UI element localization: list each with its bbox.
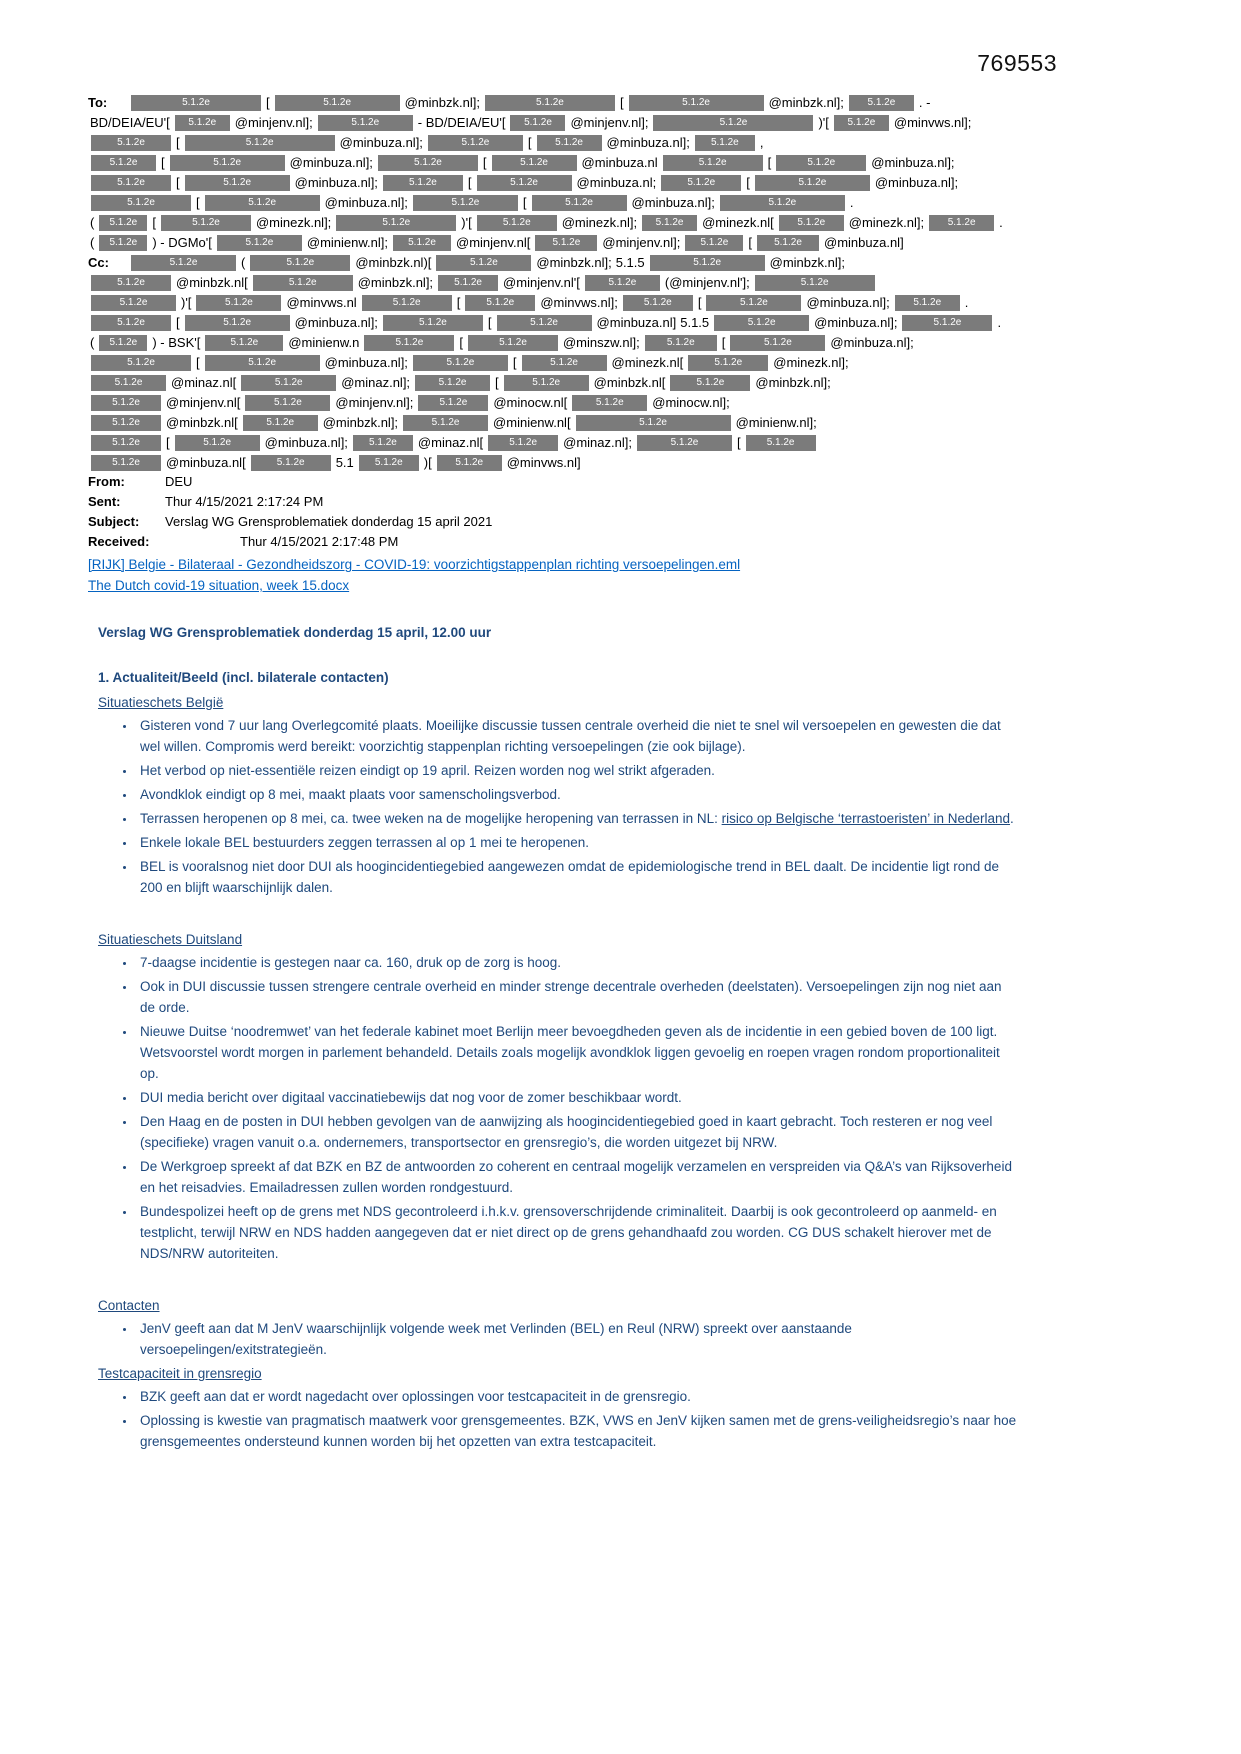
header-text: @minbzk.nl[ (593, 374, 666, 390)
redaction-block: 5.1.2e (418, 395, 488, 411)
section-subheading: Contacten (98, 1298, 160, 1313)
redaction-block: 5.1.2e (91, 375, 166, 391)
redaction-block: 5.1.2e (413, 195, 518, 211)
redaction-block: 5.1.2e (241, 375, 336, 391)
header-text: @minbzk.nl]; (536, 254, 612, 270)
body-title: Verslag WG Grensproblematiek donderdag 15 april, 12.00 uur (98, 625, 492, 640)
redaction-block: 5.1.2e (318, 115, 413, 131)
header-text: @minezk.nl]; (561, 214, 638, 230)
attachment-link-docx[interactable]: The Dutch covid-19 situation, week 15.docx (88, 578, 350, 593)
bullet-item: • Gisteren vond 7 uur lang Overlegcomité plaats. Moeilijke discussie tussen centrale overheid die niet te snel wil versoepelen en gewesten die dat wel willen. Compromis werd bereikt: voorzichtig stappenplan richting versoepelingen (zie ook bijlage). (136, 715, 1018, 757)
bullet-item: • De Werkgroep spreekt af dat BZK en BZ de antwoorden zo coherent en centraal mogelijk verzamelen en verspreiden via Q&A’s van Rijksoverheid en het reisadvies. Emailadressen zullen worden rondgestuurd. (136, 1156, 1018, 1198)
redaction-block: 5.1.2e (161, 215, 251, 231)
redaction-block: 5.1.2e (488, 435, 558, 451)
redaction-block: 5.1.2e (468, 335, 558, 351)
bullet-text: Terrassen heropenen op 8 mei, ca. twee weken na de mogelijke heropening van terrassen in NL: (140, 811, 722, 826)
header-text: @minbzk.nl]; (768, 94, 844, 110)
header-text: 5.1 (335, 454, 354, 470)
header-text: @minvws.nl (286, 294, 357, 310)
header-text: @minbzk.nl]; (769, 254, 845, 270)
header-text: @minbuza.nl]; (264, 434, 348, 450)
redaction-block: 5.1.2e (650, 255, 765, 271)
bullet-item: • Het verbod op niet-essentiële reizen eindigt op 19 april. Reizen worden nog wel strikt afgeraden. (136, 760, 1018, 781)
header-text: @minbuza.nl]; (631, 194, 715, 210)
header-text: [ (166, 434, 170, 450)
bullet-item: • 7-daagse incidentie is gestegen naar ca. 160, druk op de zorg is hoog. (136, 952, 1018, 973)
redaction-block: 5.1.2e (629, 95, 764, 111)
header-text: @minbuza.nl]; (324, 354, 408, 370)
header-text: @minbuza.nl]; (806, 294, 890, 310)
redaction-block: 5.1.2e (378, 155, 478, 171)
header-text: [ (619, 94, 624, 110)
header-text: - BD/DEIA/EU'[ (417, 114, 506, 130)
header-text: [ (152, 214, 156, 230)
header-text: ( (90, 334, 95, 350)
attachment-link-eml[interactable]: [RIJK] Belgie - Bilateraal - Gezondheidszorg - COVID-19: voorzichtigstappenplan richting versoepelingen.eml (88, 557, 741, 572)
header-text: @minbuza.nl]; (289, 154, 373, 170)
redaction-block: 5.1.2e (685, 235, 743, 251)
redaction-block: 5.1.2e (91, 295, 176, 311)
cc-field (88, 252, 1018, 472)
redaction-block: 5.1.2e (428, 135, 523, 151)
header-text: . (964, 294, 969, 310)
bullet-list (98, 1386, 1018, 1452)
inline-link[interactable]: risico op Belgische ‘terrastoeristen’ in Nederland (721, 811, 1011, 826)
redaction-block: 5.1.2e (403, 415, 488, 431)
bullet-list (98, 952, 1018, 1264)
bullet-item: • Avondklok eindigt op 8 mei, maakt plaats voor samenscholingsverbod. (136, 784, 1018, 805)
redaction-block: 5.1.2e (714, 315, 809, 331)
bullet-item: • Ook in DUI discussie tussen strengere centrale overheid en minder strenge decentrale overheden (deelstaten). Versoepelingen zijn nog niet aan de orde. (136, 976, 1018, 1018)
header-text: @minvws.nl] (506, 454, 581, 470)
header-text: @minezk.nl]; (773, 354, 849, 370)
redaction-block: 5.1.2e (510, 115, 565, 131)
bullet-text: . (1010, 811, 1014, 826)
header-text: ) - DGMo'[ (152, 234, 212, 250)
redaction-block: 5.1.2e (661, 175, 741, 191)
header-text: @minbzk.nl)[ (355, 254, 432, 270)
redaction-block: 5.1.2e (706, 295, 801, 311)
redaction-block: 5.1.2e (477, 175, 572, 191)
header-text: ( (90, 214, 95, 230)
header-field-label: To: (88, 94, 108, 110)
redaction-block: 5.1.2e (185, 315, 290, 331)
redaction-block: 5.1.2e (653, 115, 813, 131)
redaction-block: 5.1.2e (205, 335, 283, 351)
header-text: [ (495, 374, 499, 390)
redaction-block: 5.1.2e (217, 235, 302, 251)
header-text: @minocw.nl[ (493, 394, 568, 410)
header-line (88, 392, 1018, 412)
bullet-item: • DUI media bericht over digitaal vaccinatiebewijs dat nog voor de zomer beschikbaar wordt. (136, 1087, 1018, 1108)
email-header (88, 92, 1018, 596)
header-text: [ (196, 354, 200, 370)
header-text: [ (176, 134, 180, 150)
redaction-block: 5.1.2e (895, 295, 960, 311)
bullet-item: • Nieuwe Duitse ‘noodremwet’ van het federale kabinet moet Berlijn meer bevoegdheden geven als de incidentie in een gebied boven de 100 ligt. Wetsvoorstel wordt morgen in parlement behandeld. Details zoals mogelijk avondklok liggen gevoelig en roepen vragen rondom proportionaliteit op. (136, 1021, 1018, 1084)
redaction-block: 5.1.2e (362, 295, 452, 311)
header-text: @minienw.n (288, 334, 360, 350)
subject-value: Verslag WG Grensproblematiek donderdag 15 april 2021 (165, 514, 493, 529)
bullet-item: • Den Haag en de posten in DUI hebben gevolgen van de aanwijzing als hoogincidentiegebied goed in kaart gebracht. Toch resteren er nog veel (specifieke) vragen vanuit o.a. ondernemers, transportsector en grensregio’s, die worden uitgezet bij NRW. (136, 1111, 1018, 1153)
bullet-item: • JenV geeft aan dat M JenV waarschijnlijk volgende week met Verlinden (BEL) en Reul (NRW) spreekt over aanstaande versoepelingen/exitstrategieën. (136, 1318, 1018, 1360)
redaction-block: 5.1.2e (477, 215, 557, 231)
redaction-block: 5.1.2e (492, 155, 577, 171)
header-line (88, 92, 1018, 112)
header-text: ) - BSK'[ (152, 334, 201, 350)
from-label: From: (88, 474, 125, 489)
header-text: [ (459, 334, 463, 350)
header-text: @minjenv.nl]; (602, 234, 681, 250)
redaction-block: 5.1.2e (576, 415, 731, 431)
redaction-block: 5.1.2e (131, 95, 261, 111)
header-text: @minbzk.nl]; (755, 374, 831, 390)
redaction-block: 5.1.2e (720, 195, 845, 211)
bullet-item: • BZK geeft aan dat er wordt nagedacht over oplossingen voor testcapaciteit in de grensregio. (136, 1386, 1018, 1407)
redaction-block: 5.1.2e (359, 455, 419, 471)
redaction-block: 5.1.2e (91, 455, 161, 471)
body-blocks (98, 667, 1018, 1452)
header-text: )'[ (818, 114, 829, 130)
header-text: )[ (423, 454, 432, 470)
header-text: . (997, 314, 1002, 330)
redaction-block: 5.1.2e (185, 135, 335, 151)
header-line (88, 132, 1018, 152)
header-text: [ (721, 334, 726, 350)
header-text: @minezk.nl[ (702, 214, 774, 230)
subject-row (88, 512, 1018, 532)
header-text: @minbuza.nl] (596, 314, 677, 330)
sent-label: Sent: (88, 494, 121, 509)
header-text: (@minjenv.nl']; (664, 274, 750, 290)
header-line (88, 312, 1018, 332)
redaction-block: 5.1.2e (364, 335, 454, 351)
header-text: @minjenv.nl]; (570, 114, 649, 130)
bullet-item: • BEL is vooralsnog niet door DUI als hoogincidentiegebied aangewezen omdat de epidemiologische trend in BEL daalt. De incidentie ligt rond de 200 en blijft waarschijnlijk dalen. (136, 856, 1018, 898)
header-field-label: Cc: (88, 254, 109, 270)
spacer (98, 1267, 1018, 1295)
header-text: @minszw.nl]; (562, 334, 640, 350)
sent-value: Thur 4/15/2021 2:17:24 PM (165, 494, 324, 509)
section-subheading: Situatieschets België (98, 695, 224, 710)
redaction-block: 5.1.2e (645, 335, 717, 351)
header-line (88, 112, 1018, 132)
redaction-block: 5.1.2e (522, 355, 607, 371)
header-text: @minbuza.nl] (824, 234, 904, 250)
header-text: [ (161, 154, 165, 170)
header-text: [ (266, 94, 270, 110)
header-line (88, 172, 1018, 192)
subject-label: Subject: (88, 514, 140, 529)
spacer (98, 901, 1018, 929)
redaction-block: 5.1.2e (465, 295, 535, 311)
redaction-block: 5.1.2e (91, 355, 191, 371)
received-row (88, 532, 1018, 552)
redaction-block: 5.1.2e (185, 175, 290, 191)
redaction-block: 5.1.2e (849, 95, 914, 111)
header-text: [ (176, 174, 180, 190)
redaction-block: 5.1.2e (243, 415, 318, 431)
header-text: @minbuza.nl]; (871, 154, 955, 170)
from-row (88, 472, 1018, 492)
header-text: @minocw.nl]; (652, 394, 730, 410)
header-text: [ (456, 294, 461, 310)
redaction-block: 5.1.2e (663, 155, 763, 171)
header-text: @minezk.nl[ (611, 354, 684, 370)
bullet-item: • Bundespolizei heeft op de grens met NDS gecontroleerd i.h.k.v. grensoverschrijdende criminaliteit. Daarbij is ook gecontroleerd op aanmeld- en testplicht, terwijl NRW en NDS hadden aangegeven dat er niet direct op de grens gehandhaafd zou worden. CG DUS schakelt hierover met de NDS/NRW autoriteiten. (136, 1201, 1018, 1264)
redaction-block: 5.1.2e (175, 435, 260, 451)
redaction-block: 5.1.2e (99, 235, 147, 251)
header-text: [ (746, 174, 750, 190)
header-text: @minienw.nl]; (735, 414, 817, 430)
bullet-item: • Oplossing is kwestie van pragmatisch maatwerk voor grensgemeentes. BZK, VWS en JenV kijken samen met de grens-veiligheidsregio’s naar hoe grensgemeentes ondersteund kunnen worden bij het opzetten van extra testcapaciteit. (136, 1410, 1018, 1452)
redaction-block: 5.1.2e (131, 255, 236, 271)
redaction-block: 5.1.2e (251, 455, 331, 471)
redaction-block: 5.1.2e (170, 155, 285, 171)
redaction-block: 5.1.2e (834, 115, 889, 131)
redaction-block: 5.1.2e (902, 315, 992, 331)
section-heading: 1. Actualiteit/Beeld (incl. bilaterale contacten) (98, 670, 389, 685)
redaction-block: 5.1.2e (91, 435, 161, 451)
redaction-block: 5.1.2e (91, 415, 161, 431)
redaction-block: 5.1.2e (415, 375, 490, 391)
header-text: @minbuza.nl]; (606, 134, 690, 150)
redaction-block: 5.1.2e (383, 315, 483, 331)
bullet-list (98, 1318, 1018, 1360)
header-text: ( (90, 234, 95, 250)
header-text: @minbuza.nl]; (830, 334, 914, 350)
redaction-block: 5.1.2e (730, 335, 825, 351)
redaction-block: 5.1.2e (623, 295, 693, 311)
header-text: @minbzk.nl]; (322, 414, 399, 430)
header-text: )'[ (461, 214, 472, 230)
header-text: @minjenv.nl'[ (503, 274, 580, 290)
header-text: . (849, 194, 854, 210)
header-text: @minbzk.nl[ (166, 414, 238, 430)
header-text: )'[ (181, 294, 192, 310)
header-text: @minaz.nl[ (171, 374, 237, 390)
header-text: @minbuza.nl]; (294, 174, 378, 190)
header-text: [ (697, 294, 702, 310)
redaction-block: 5.1.2e (91, 275, 171, 291)
header-line (88, 272, 1018, 292)
redaction-block: 5.1.2e (637, 435, 732, 451)
sent-row (88, 492, 1018, 512)
bullet-list (98, 715, 1018, 898)
redaction-block: 5.1.2e (485, 95, 615, 111)
header-text: @minbuza.nl]; (874, 174, 959, 190)
redaction-block: 5.1.2e (91, 315, 171, 331)
header-text: @minbuza.nl]; (294, 314, 378, 330)
header-text: @minezk.nl]; (848, 214, 925, 230)
to-field (88, 92, 1018, 252)
redaction-block: 5.1.2e (695, 135, 755, 151)
header-text: @minjenv.nl]; (335, 394, 414, 410)
received-label: Received: (88, 534, 150, 549)
redaction-block: 5.1.2e (535, 235, 597, 251)
header-text: [ (176, 314, 180, 330)
header-text: . - (918, 94, 931, 110)
redaction-block: 5.1.2e (532, 195, 627, 211)
from-value: DEU (165, 474, 193, 489)
header-text: @minienw.nl]; (306, 234, 389, 250)
header-line (88, 372, 1018, 392)
header-line (88, 452, 1018, 472)
redaction-block: 5.1.2e (497, 315, 592, 331)
redaction-block: 5.1.2e (99, 335, 147, 351)
header-text: @minbzk.nl]; (357, 274, 434, 290)
redaction-block: 5.1.2e (91, 395, 161, 411)
header-line (88, 352, 1018, 372)
header-text: @minbuza.nl (581, 154, 658, 170)
document-number: 769553 (977, 50, 1057, 76)
redaction-block: 5.1.2e (504, 375, 589, 391)
redaction-block: 5.1.2e (99, 215, 147, 231)
document-content (88, 92, 1018, 1452)
redaction-block: 5.1.2e (196, 295, 281, 311)
redaction-block: 5.1.2e (572, 395, 647, 411)
header-text: @minbuza.nl]; (814, 314, 898, 330)
redaction-block: 5.1.2e (436, 255, 531, 271)
header-text: [ (748, 234, 752, 250)
redaction-block: 5.1.2e (757, 235, 819, 251)
header-text: . (999, 214, 1003, 230)
header-text: [ (767, 154, 772, 170)
redaction-block: 5.1.2e (776, 155, 866, 171)
redaction-block: 5.1.2e (91, 175, 171, 191)
redaction-block: 5.1.2e (688, 355, 768, 371)
header-text: 5.1.5 (680, 314, 710, 330)
header-line (88, 432, 1018, 452)
redaction-block: 5.1.2e (91, 135, 171, 151)
bullet-item (136, 808, 1018, 829)
header-text: , (759, 134, 764, 150)
redaction-block: 5.1.2e (929, 215, 994, 231)
section-subheading: Situatieschets Duitsland (98, 932, 243, 947)
header-text: @minaz.nl[ (417, 434, 484, 450)
redaction-block: 5.1.2e (253, 275, 353, 291)
header-line (88, 232, 1018, 252)
redaction-block: 5.1.2e (245, 395, 330, 411)
header-line (88, 332, 1018, 352)
header-text: @minbzk.nl[ (176, 274, 248, 290)
email-body (98, 622, 1018, 1452)
redaction-block: 5.1.2e (746, 435, 816, 451)
header-line (88, 252, 1018, 272)
header-text: @minvws.nl]; (540, 294, 618, 310)
redaction-block: 5.1.2e (413, 355, 508, 371)
redaction-block: 5.1.2e (383, 175, 463, 191)
redaction-block: 5.1.2e (393, 235, 451, 251)
redaction-block: 5.1.2e (438, 275, 498, 291)
header-line (88, 292, 1018, 312)
header-line (88, 152, 1018, 172)
header-text: 5.1.5 (615, 254, 645, 270)
header-text: [ (527, 134, 532, 150)
redaction-block: 5.1.2e (779, 215, 844, 231)
attachments-list (88, 554, 1018, 596)
header-text: @minaz.nl]; (341, 374, 411, 390)
header-line (88, 212, 1018, 232)
header-text: [ (467, 174, 472, 190)
header-line (88, 192, 1018, 212)
redaction-block: 5.1.2e (205, 355, 320, 371)
header-text: [ (522, 194, 527, 210)
redaction-block: 5.1.2e (585, 275, 660, 291)
header-text: [ (482, 154, 487, 170)
header-text: @minbzk.nl]; (404, 94, 480, 110)
redaction-block: 5.1.2e (275, 95, 400, 111)
redaction-block: 5.1.2e (353, 435, 413, 451)
redaction-block: 5.1.2e (642, 215, 697, 231)
header-text: @minaz.nl]; (563, 434, 632, 450)
bullet-item: • Enkele lokale BEL bestuurders zeggen terrassen al op 1 mei te heropenen. (136, 832, 1018, 853)
received-value: Thur 4/15/2021 2:17:48 PM (240, 534, 399, 549)
header-text: @minezk.nl]; (255, 214, 332, 230)
redaction-block: 5.1.2e (755, 175, 870, 191)
header-text: [ (736, 434, 741, 450)
redaction-block: 5.1.2e (250, 255, 350, 271)
header-text: [ (512, 354, 517, 370)
header-text: ( (241, 254, 246, 270)
redaction-block: 5.1.2e (537, 135, 602, 151)
header-text: BD/DEIA/EU'[ (90, 114, 170, 130)
redaction-block: 5.1.2e (437, 455, 502, 471)
header-text: @minvws.nl]; (893, 114, 972, 130)
header-text: @minbuza.nl; (576, 174, 657, 190)
header-text: @minienw.nl[ (493, 414, 571, 430)
redaction-block: 5.1.2e (91, 195, 191, 211)
redaction-block: 5.1.2e (670, 375, 750, 391)
header-line (88, 412, 1018, 432)
header-text: @minjenv.nl[ (456, 234, 531, 250)
header-text: @minjenv.nl]; (234, 114, 313, 130)
header-text: @minbuza.nl]; (324, 194, 408, 210)
redaction-block: 5.1.2e (175, 115, 230, 131)
section-subheading: Testcapaciteit in grensregio (98, 1366, 262, 1381)
redaction-block: 5.1.2e (205, 195, 320, 211)
header-text: @minbuza.nl[ (166, 454, 246, 470)
redaction-block: 5.1.2e (91, 155, 156, 171)
header-text: @minbuza.nl]; (339, 134, 423, 150)
header-text: [ (196, 194, 200, 210)
redaction-block: 5.1.2e (336, 215, 456, 231)
header-text: [ (487, 314, 492, 330)
header-text: @minjenv.nl[ (166, 394, 241, 410)
redaction-block: 5.1.2e (755, 275, 875, 291)
